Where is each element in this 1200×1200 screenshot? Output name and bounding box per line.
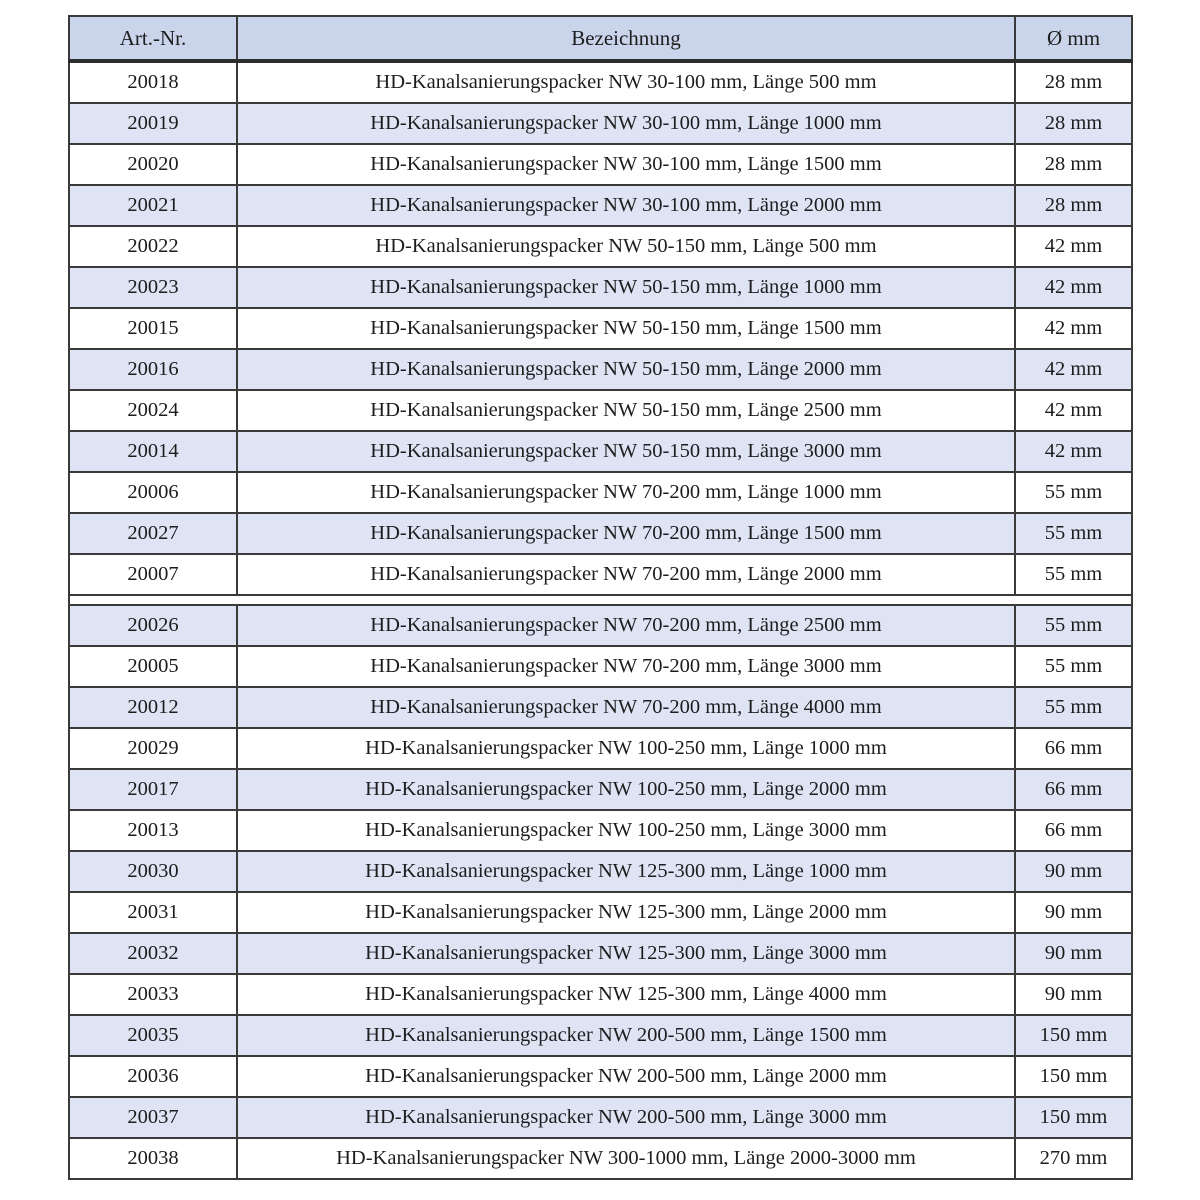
table-row xyxy=(69,687,1132,728)
cell-bezeichnung: HD-Kanalsanierungspacker NW 200-500 mm, Länge 2000 mm xyxy=(237,1056,1015,1097)
cell-art-nr: 20030 xyxy=(69,851,237,892)
cell-durchmesser: 66 mm xyxy=(1015,728,1132,769)
table-row xyxy=(69,851,1132,892)
cell-durchmesser: 150 mm xyxy=(1015,1015,1132,1056)
cell-bezeichnung: HD-Kanalsanierungspacker NW 125-300 mm, Länge 4000 mm xyxy=(237,974,1015,1015)
product-table-body xyxy=(69,61,1132,1179)
table-row xyxy=(69,144,1132,185)
cell-art-nr: 20024 xyxy=(69,390,237,431)
cell-bezeichnung: HD-Kanalsanierungspacker NW 70-200 mm, Länge 4000 mm xyxy=(237,687,1015,728)
cell-bezeichnung: HD-Kanalsanierungspacker NW 50-150 mm, Länge 3000 mm xyxy=(237,431,1015,472)
table-row xyxy=(69,226,1132,267)
cell-art-nr: 20020 xyxy=(69,144,237,185)
cell-art-nr: 20014 xyxy=(69,431,237,472)
cell-bezeichnung: HD-Kanalsanierungspacker NW 70-200 mm, Länge 1500 mm xyxy=(237,513,1015,554)
table-row xyxy=(69,431,1132,472)
header-art-nr: Art.-Nr. xyxy=(69,16,237,61)
cell-art-nr: 20018 xyxy=(69,61,237,103)
cell-durchmesser: 42 mm xyxy=(1015,308,1132,349)
cell-bezeichnung: HD-Kanalsanierungspacker NW 50-150 mm, Länge 500 mm xyxy=(237,226,1015,267)
cell-durchmesser: 90 mm xyxy=(1015,974,1132,1015)
cell-art-nr: 20036 xyxy=(69,1056,237,1097)
table-row xyxy=(69,103,1132,144)
cell-art-nr: 20013 xyxy=(69,810,237,851)
table-row xyxy=(69,1056,1132,1097)
product-table xyxy=(68,15,1133,1180)
cell-durchmesser: 28 mm xyxy=(1015,185,1132,226)
cell-bezeichnung: HD-Kanalsanierungspacker NW 50-150 mm, Länge 1000 mm xyxy=(237,267,1015,308)
table-row xyxy=(69,390,1132,431)
cell-durchmesser: 90 mm xyxy=(1015,933,1132,974)
cell-durchmesser: 42 mm xyxy=(1015,349,1132,390)
cell-bezeichnung: HD-Kanalsanierungspacker NW 30-100 mm, Länge 1000 mm xyxy=(237,103,1015,144)
table-row xyxy=(69,1138,1132,1179)
cell-bezeichnung: HD-Kanalsanierungspacker NW 50-150 mm, Länge 2500 mm xyxy=(237,390,1015,431)
cell-bezeichnung: HD-Kanalsanierungspacker NW 50-150 mm, Länge 1500 mm xyxy=(237,308,1015,349)
cell-durchmesser: 150 mm xyxy=(1015,1056,1132,1097)
cell-bezeichnung: HD-Kanalsanierungspacker NW 70-200 mm, Länge 3000 mm xyxy=(237,646,1015,687)
cell-bezeichnung: HD-Kanalsanierungspacker NW 70-200 mm, Länge 2000 mm xyxy=(237,554,1015,595)
cell-durchmesser: 90 mm xyxy=(1015,892,1132,933)
table-row xyxy=(69,267,1132,308)
cell-art-nr: 20029 xyxy=(69,728,237,769)
cell-bezeichnung: HD-Kanalsanierungspacker NW 70-200 mm, Länge 1000 mm xyxy=(237,472,1015,513)
cell-art-nr: 20031 xyxy=(69,892,237,933)
table-row xyxy=(69,472,1132,513)
cell-durchmesser: 55 mm xyxy=(1015,554,1132,595)
cell-durchmesser: 28 mm xyxy=(1015,103,1132,144)
cell-art-nr: 20022 xyxy=(69,226,237,267)
table-row xyxy=(69,810,1132,851)
table-break-gap xyxy=(69,595,1132,605)
table-break-gap-cell xyxy=(69,595,1132,605)
cell-bezeichnung: HD-Kanalsanierungspacker NW 50-150 mm, Länge 2000 mm xyxy=(237,349,1015,390)
cell-art-nr: 20033 xyxy=(69,974,237,1015)
header-row xyxy=(69,16,1132,61)
table-row xyxy=(69,513,1132,554)
cell-bezeichnung: HD-Kanalsanierungspacker NW 300-1000 mm, Länge 2000-3000 mm xyxy=(237,1138,1015,1179)
cell-art-nr: 20006 xyxy=(69,472,237,513)
cell-art-nr: 20027 xyxy=(69,513,237,554)
cell-durchmesser: 66 mm xyxy=(1015,810,1132,851)
table-row xyxy=(69,933,1132,974)
cell-durchmesser: 66 mm xyxy=(1015,769,1132,810)
table-row xyxy=(69,554,1132,595)
cell-bezeichnung: HD-Kanalsanierungspacker NW 125-300 mm, Länge 1000 mm xyxy=(237,851,1015,892)
cell-durchmesser: 55 mm xyxy=(1015,605,1132,646)
cell-durchmesser: 42 mm xyxy=(1015,431,1132,472)
cell-durchmesser: 55 mm xyxy=(1015,472,1132,513)
table-row xyxy=(69,349,1132,390)
cell-bezeichnung: HD-Kanalsanierungspacker NW 100-250 mm, Länge 2000 mm xyxy=(237,769,1015,810)
table-row xyxy=(69,1097,1132,1138)
cell-bezeichnung: HD-Kanalsanierungspacker NW 125-300 mm, Länge 2000 mm xyxy=(237,892,1015,933)
cell-durchmesser: 55 mm xyxy=(1015,687,1132,728)
table-row xyxy=(69,646,1132,687)
table-row xyxy=(69,892,1132,933)
cell-art-nr: 20017 xyxy=(69,769,237,810)
cell-art-nr: 20038 xyxy=(69,1138,237,1179)
cell-art-nr: 20016 xyxy=(69,349,237,390)
table-row xyxy=(69,1015,1132,1056)
table-row xyxy=(69,974,1132,1015)
cell-art-nr: 20026 xyxy=(69,605,237,646)
cell-art-nr: 20015 xyxy=(69,308,237,349)
cell-durchmesser: 28 mm xyxy=(1015,144,1132,185)
cell-durchmesser: 150 mm xyxy=(1015,1097,1132,1138)
cell-art-nr: 20007 xyxy=(69,554,237,595)
cell-art-nr: 20005 xyxy=(69,646,237,687)
table-row xyxy=(69,185,1132,226)
cell-durchmesser: 270 mm xyxy=(1015,1138,1132,1179)
cell-durchmesser: 42 mm xyxy=(1015,390,1132,431)
table-row xyxy=(69,769,1132,810)
cell-bezeichnung: HD-Kanalsanierungspacker NW 125-300 mm, Länge 3000 mm xyxy=(237,933,1015,974)
cell-bezeichnung: HD-Kanalsanierungspacker NW 30-100 mm, Länge 1500 mm xyxy=(237,144,1015,185)
cell-bezeichnung: HD-Kanalsanierungspacker NW 70-200 mm, Länge 2500 mm xyxy=(237,605,1015,646)
cell-durchmesser: 42 mm xyxy=(1015,226,1132,267)
cell-art-nr: 20012 xyxy=(69,687,237,728)
cell-art-nr: 20021 xyxy=(69,185,237,226)
cell-durchmesser: 55 mm xyxy=(1015,513,1132,554)
cell-durchmesser: 55 mm xyxy=(1015,646,1132,687)
cell-bezeichnung: HD-Kanalsanierungspacker NW 200-500 mm, Länge 3000 mm xyxy=(237,1097,1015,1138)
header-bezeichnung: Bezeichnung xyxy=(237,16,1015,61)
cell-bezeichnung: HD-Kanalsanierungspacker NW 30-100 mm, Länge 2000 mm xyxy=(237,185,1015,226)
cell-art-nr: 20023 xyxy=(69,267,237,308)
product-table-header xyxy=(69,16,1132,61)
cell-bezeichnung: HD-Kanalsanierungspacker NW 100-250 mm, Länge 1000 mm xyxy=(237,728,1015,769)
cell-durchmesser: 28 mm xyxy=(1015,61,1132,103)
header-durchmesser: Ø mm xyxy=(1015,16,1132,61)
cell-bezeichnung: HD-Kanalsanierungspacker NW 30-100 mm, Länge 500 mm xyxy=(237,61,1015,103)
table-row xyxy=(69,605,1132,646)
table-row xyxy=(69,308,1132,349)
cell-art-nr: 20019 xyxy=(69,103,237,144)
cell-bezeichnung: HD-Kanalsanierungspacker NW 200-500 mm, Länge 1500 mm xyxy=(237,1015,1015,1056)
table-row xyxy=(69,61,1132,103)
cell-art-nr: 20037 xyxy=(69,1097,237,1138)
cell-bezeichnung: HD-Kanalsanierungspacker NW 100-250 mm, Länge 3000 mm xyxy=(237,810,1015,851)
cell-durchmesser: 90 mm xyxy=(1015,851,1132,892)
table-row xyxy=(69,728,1132,769)
cell-durchmesser: 42 mm xyxy=(1015,267,1132,308)
cell-art-nr: 20035 xyxy=(69,1015,237,1056)
cell-art-nr: 20032 xyxy=(69,933,237,974)
